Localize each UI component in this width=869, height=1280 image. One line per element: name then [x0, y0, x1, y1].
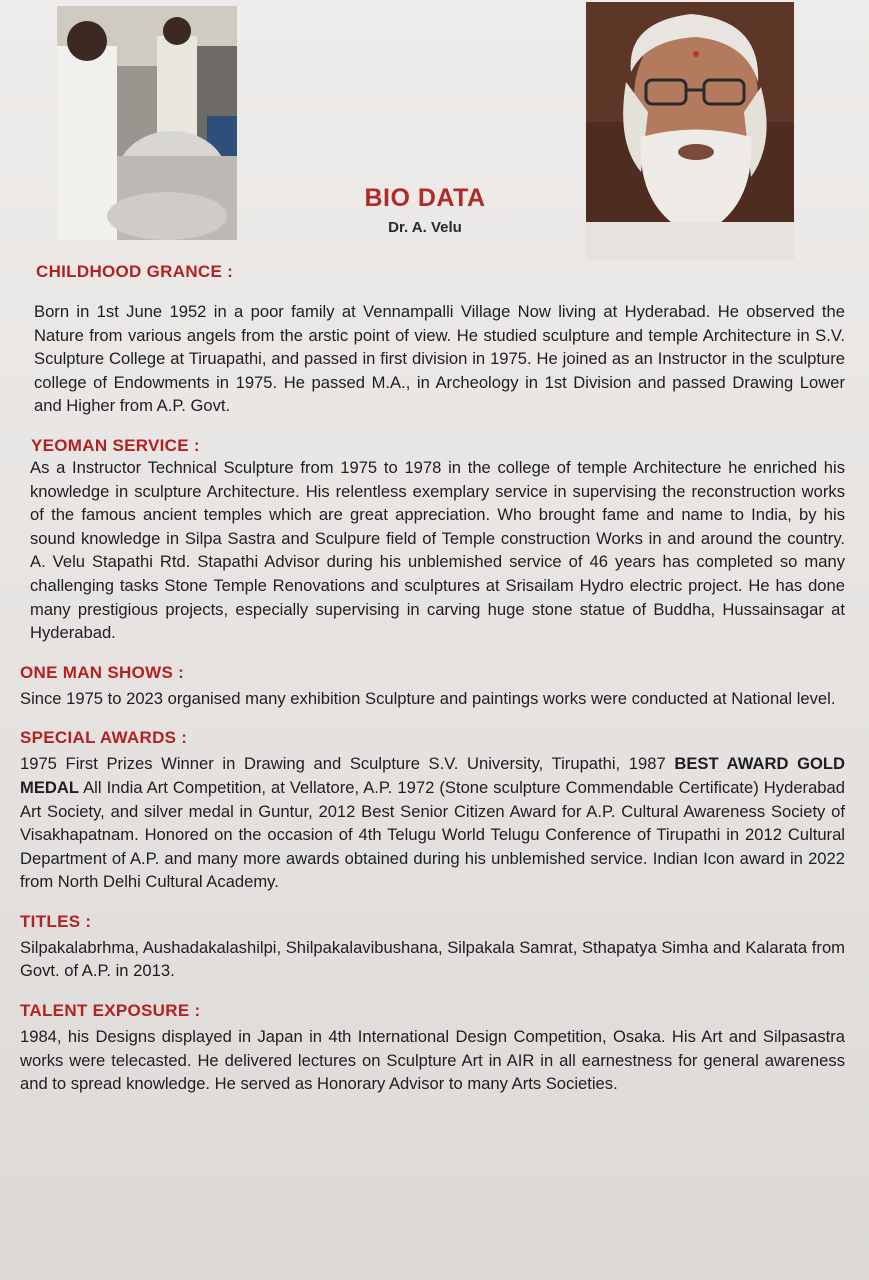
section-heading: SPECIAL AWARDS : — [20, 728, 188, 748]
person-name: Dr. A. Velu — [388, 219, 462, 236]
section-body: Silpakalabrhma, Aushadakalashilpi, Shilpakalavibushana, Silpakala Samrat, Sthapatya Simha and Kalarata from Govt. of A.P. in 2013. — [20, 937, 845, 981]
awards-text-end: All India Art Competition, at Vellatore, A.P. 1972 (Stone sculpture Commendable Certificate) Hyderabad Art Society, and silver medal in Guntur, 2012 Best Senior Citizen Award for A.P. Cultural Awareness Society of Visakhapatnam. Honored on the occasion of 4th Telugu World Telugu Conference of Tirupathi in 2012 Cultural Department of A.P. and many more awards obtained during his unblemished service. Indian Icon award in 2022 from North Delhi Cultural Academy. — [20, 777, 845, 892]
section-talent-exposure — [20, 1001, 845, 1096]
section-one-man-shows — [20, 663, 845, 711]
section-heading: TITLES : — [20, 911, 92, 931]
section-heading: YEOMAN SERVICE : — [31, 435, 200, 455]
sculpting-photo — [57, 6, 237, 240]
portrait-photo-image — [586, 2, 794, 260]
section-childhood — [20, 262, 845, 418]
sculpting-photo-image — [57, 6, 237, 240]
section-body: 1984, his Designs displayed in Japan in 4th International Design Competition, Osaka. His Art and Silpasastra works were telecasted. He delivered lectures on Sculpture Art in AIR in all earnestness for general awareness and to spread knowledge. He served as Honorary Advisor to many Arts Societies. — [20, 1027, 845, 1094]
awards-text-bold: BEST AWARD GOLD MEDAL — [20, 754, 846, 797]
section-heading: ONE MAN SHOWS : — [20, 662, 185, 682]
section-heading: CHILDHOOD GRANCE : — [36, 262, 234, 281]
section-yeoman-service — [20, 436, 845, 645]
section-body: Since 1975 to 2023 organised many exhibition Sculpture and paintings works were conducted at National level. — [20, 688, 836, 708]
section-special-awards — [20, 728, 845, 894]
bio-content — [20, 262, 845, 1114]
section-titles — [20, 912, 845, 983]
awards-text-start: 1975 First Prizes Winner in Drawing and Sculpture S.V. University, Tirupathi, 1987 — [20, 754, 675, 774]
bio-header — [300, 184, 550, 236]
section-heading: TALENT EXPOSURE : — [20, 1001, 201, 1021]
portrait-photo — [586, 2, 794, 260]
section-body: Born in 1st June 1952 in a poor family at Vennampalli Village Now living at Hyderabad. He observed the Nature from various angels from the arstic point of view. He studied sculpture and temple Architecture in S.V. Sculpture College at Tiruapathi, and passed in first division in 1975. He joined as an Instructor in the sculpture college of Endowments in 1975. He passed M.A., in Archeology in 1st Division and passed Drawing Lower and Higher from A.P. Govt. — [34, 302, 845, 416]
page-title: BIO DATA — [364, 184, 486, 212]
section-body — [20, 752, 845, 894]
section-body: As a Instructor Technical Sculpture from 1975 to 1978 in the college of temple Architecture he enriched his knowledge in sculpture Architecture. His relentless exemplary service in supervising the reconstruction works of the famous ancient temples which are great appreciation. Who brought fame and name to India, by his sound knowledge in Silpa Sastra and Sculpure field of Temple construction Works in and around the country. A. Velu Stapathi Rtd. Stapathi Advisor during his unblemished service of 46 years has completed so many challenging tasks Stone Temple Renovations and sculptures at Srisailam Hydro electric project. He has done many prestigious projects, especially supervising in carving huge stone statue of Buddha, Hussainsagar at Hyderabad. — [30, 457, 845, 643]
